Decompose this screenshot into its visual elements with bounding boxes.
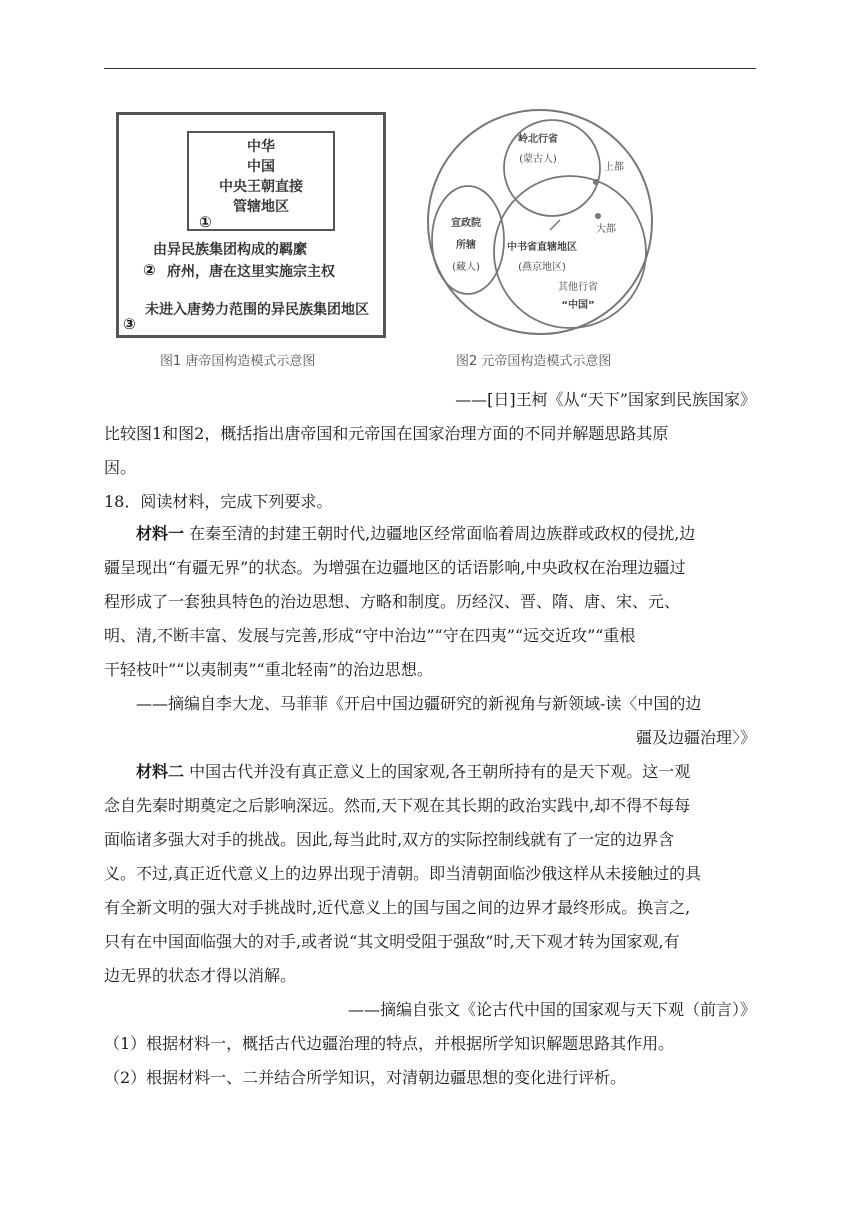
material-2-line: 只有在中国面临强大的对手,或者说“其文明受阻于强敌”时,天下观才转为国家观,有 bbox=[104, 932, 680, 951]
inner-box bbox=[187, 131, 335, 231]
source-citation-1: ——[日]王柯《从“天下”国家到民族国家》 bbox=[455, 390, 756, 409]
outer-region-text: 未进入唐势力范围的异民族集团地区 bbox=[145, 302, 369, 318]
figure-1-diagram bbox=[116, 112, 386, 338]
material-2-line: 有全新文明的强大对手挑战时,近代意义上的国与国之间的边界才最终形成。换言之, bbox=[104, 898, 691, 917]
mid-line: 府州，唐在这里实施宗主权 bbox=[167, 264, 335, 280]
question-2: （2）根据材料一、二并结合所学知识，对清朝边疆思想的变化进行评析。 bbox=[104, 1068, 627, 1087]
material-1-source: 疆及边疆治理〉》 bbox=[635, 728, 756, 747]
material-1-line bbox=[136, 524, 695, 544]
label-zhongshu: 中书省直辖地区 bbox=[507, 242, 577, 253]
dadu-dot bbox=[595, 213, 601, 219]
region-number-3: ③ bbox=[123, 315, 136, 333]
region-number-1: ① bbox=[199, 213, 212, 231]
label-mongols: (蒙古人) bbox=[519, 154, 557, 165]
label-lingbei: 岭北行省 bbox=[518, 134, 558, 145]
label-suoxia: 所辖 bbox=[456, 240, 476, 251]
material-1-line: 明、清,不断丰富、发展与完善,形成“守中治边”“守在四夷”“远交近攻”“重根 bbox=[104, 626, 636, 645]
region-number-2: ② bbox=[143, 261, 156, 279]
middle-region-text bbox=[145, 239, 335, 283]
label-other-provinces: 其他行省 bbox=[558, 282, 598, 293]
material-2-line: 义。不过,真正近代意义上的边界出现于清朝。即当清朝面临沙俄这样从未接触过的具 bbox=[104, 864, 702, 883]
figure-1-caption: 图1 唐帝国构造模式示意图 bbox=[160, 354, 316, 369]
label-zhongguo: “中国” bbox=[561, 300, 595, 311]
label-tibetans: (藏人) bbox=[452, 262, 480, 273]
material-1-line: 程形成了一套独具特色的治边思想、方略和制度。历经汉、晋、隋、唐、宋、元、 bbox=[104, 592, 681, 611]
q17-text-line: 因。 bbox=[104, 458, 137, 477]
inner-line: 中央王朝直接 bbox=[219, 179, 303, 195]
q18-title: 18．阅读材料，完成下列要求。 bbox=[104, 492, 333, 511]
label-dadu: 大都 bbox=[596, 224, 616, 235]
material-2-line bbox=[136, 762, 690, 782]
header-rule bbox=[104, 68, 756, 69]
material-1-label: 材料一 bbox=[136, 524, 185, 543]
label-xuanzhengyuan: 宣政院 bbox=[451, 218, 481, 229]
label-yanjing: (燕京地区) bbox=[518, 262, 566, 273]
material-1-text: 在秦至清的封建王朝时代,边疆地区经常面临着周边族群或政权的侵扰,边 bbox=[189, 524, 696, 543]
label-shangdu: 上都 bbox=[604, 162, 624, 173]
connector-line bbox=[550, 220, 560, 230]
material-2-label: 材料二 bbox=[136, 762, 185, 781]
material-1-source: ——摘编自李大龙、马菲菲《开启中国边疆研究的新视角与新领域-读〈中国的边 bbox=[136, 694, 702, 713]
material-2-line: 念自先秦时期奠定之后影响深远。然而,天下观在其长期的政治实践中,却不得不每每 bbox=[104, 796, 691, 815]
material-2-line: 面临诸多强大对手的挑战。因此,每当此时,双方的实际控制线就有了一定的边界含 bbox=[104, 830, 675, 849]
figure-2-caption: 图2 元帝国构造模式示意图 bbox=[456, 354, 612, 369]
inner-box-text bbox=[189, 137, 333, 217]
inner-line: 管辖地区 bbox=[233, 199, 289, 215]
material-1-line: 疆呈现出“有疆无界”的状态。为增强在边疆地区的话语影响,中央政权在治理边疆过 bbox=[104, 558, 686, 577]
shangdu-dot bbox=[593, 179, 599, 185]
material-1-line: 干轻枝叶”“以夷制夷”“重北轻南”的治边思想。 bbox=[104, 660, 433, 679]
figure-2-diagram bbox=[410, 104, 670, 344]
inner-line: 中华 bbox=[247, 139, 275, 155]
mid-line: 由异民族集团构成的羁縻 bbox=[153, 242, 307, 258]
material-2-line: 边无界的状态才得以消解。 bbox=[104, 966, 297, 985]
material-2-source: ——摘编自张文《论古代中国的国家观与天下观（前言）》 bbox=[347, 1000, 756, 1019]
question-1: （1）根据材料一，概括古代边疆治理的特点，并根据所学知识解题思路其作用。 bbox=[104, 1034, 675, 1053]
material-2-text: 中国古代并没有真正意义上的国家观,各王朝所持有的是天下观。这一观 bbox=[189, 762, 691, 781]
q17-text-line: 比较图1和图2，概括指出唐帝国和元帝国在国家治理方面的不同并解题思路其原 bbox=[104, 424, 669, 443]
inner-line: 中国 bbox=[247, 159, 275, 175]
